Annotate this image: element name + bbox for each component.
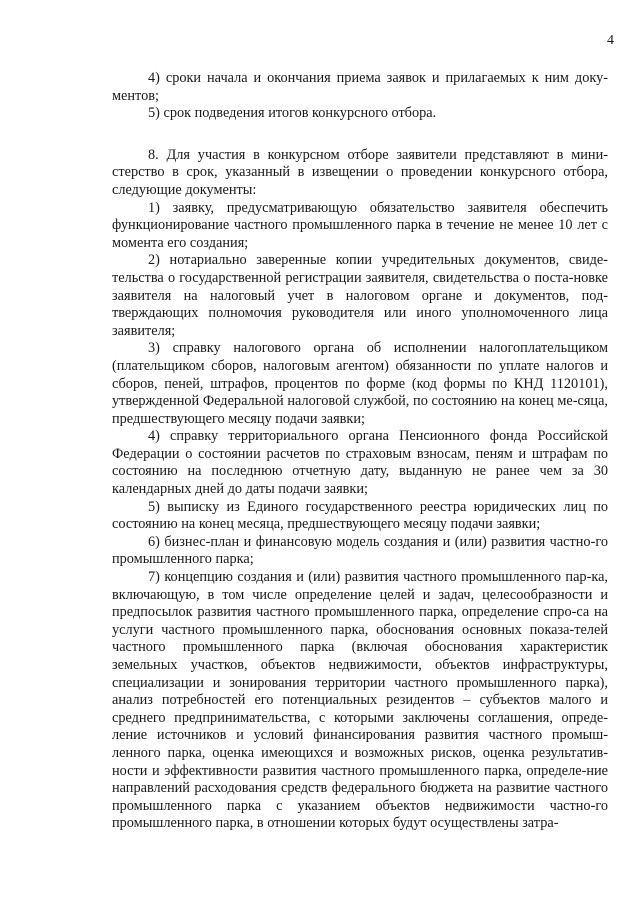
page-number: 4 bbox=[607, 33, 614, 48]
paragraph-doc-3: 3) справку налогового органа об исполнении налогоплательщиком (плательщиком сборов, налоговым агентом) обязанности по уплате налогов и сборов, пеней, штрафов, процентов по форме (код формы по КНД 1120101), утвержденной Федеральной налоговой службой, по состоянию на конец ме-сяца, предшествующего месяцу подачи заявки; bbox=[112, 340, 608, 427]
paragraph-doc-6: 6) бизнес-план и финансовую модель создания и (или) развития частно-го промышленного парка; bbox=[112, 533, 608, 568]
document-body bbox=[112, 70, 608, 833]
paragraph-doc-1: 1) заявку, предусматривающую обязательство заявителя обеспечить функционирование частного промышленного парка в течение не менее 10 лет с момента его создания; bbox=[112, 199, 608, 251]
paragraph-item-4: 4) сроки начала и окончания приема заявок и прилагаемых к ним доку-ментов; bbox=[112, 70, 608, 104]
paragraph-section-8: 8. Для участия в конкурсном отборе заявители представляют в мини-стерство в срок, указанный в извещении о проведении конкурсного отбора, следующие документы: bbox=[112, 146, 608, 198]
paragraph-gap bbox=[112, 123, 608, 147]
paragraph-doc-2: 2) нотариально заверенные копии учредительных документов, свиде-тельства о государственной регистрации заявителя, свидетельства о поста-новке заявителя на налоговый учет в налоговом органе и документов, под-тверждающих полномочия руководителя или иного уполномоченного лица заявителя; bbox=[112, 252, 608, 339]
paragraph-item-5: 5) срок подведения итогов конкурсного отбора. bbox=[148, 105, 437, 122]
paragraph-doc-5: 5) выписку из Единого государственного реестра юридических лиц по состоянию на конец месяца, предшествующего месяцу подачи заявки; bbox=[112, 498, 608, 533]
paragraph-doc-4: 4) справку территориального органа Пенсионного фонда Российской Федерации о состоянии расчетов по страховым взносам, пеням и штрафам по состоянию на последнюю отчетную дату, выданную не ранее чем за 30 календарных дней до даты подачи заявки; bbox=[112, 428, 608, 498]
paragraph-doc-7: 7) концепцию создания и (или) развития частного промышленного пар-ка, включающую, в том числе определение целей и задач, целесообразности и предпосылок развития частного промышленного парка, определение спро-са на услуги частного промышленного парка, обоснования основных показа-телей частного промышленного парка (включая обоснования характеристик земельных участков, объектов недвижимости, объектов инфраструктуры, специализации и зонирования территории частного промышленного парка), анализ потребностей его потенциальных резидентов – субъектов малого и среднего предпринимательства, с которыми заключены соглашения, опреде-ление источников и условий финансирования развития частного промыш-ленного парка, оценка имеющихся и возможных рисков, оценка результатив-ности и эффективности развития частного промышленного парка, определе-ние направлений расходования средств федерального бюджета на развитие частного промышленного парка с указанием объектов недвижимости частно-го промышленного парка, в отношении которых будут осуществлены затра- bbox=[112, 569, 608, 832]
